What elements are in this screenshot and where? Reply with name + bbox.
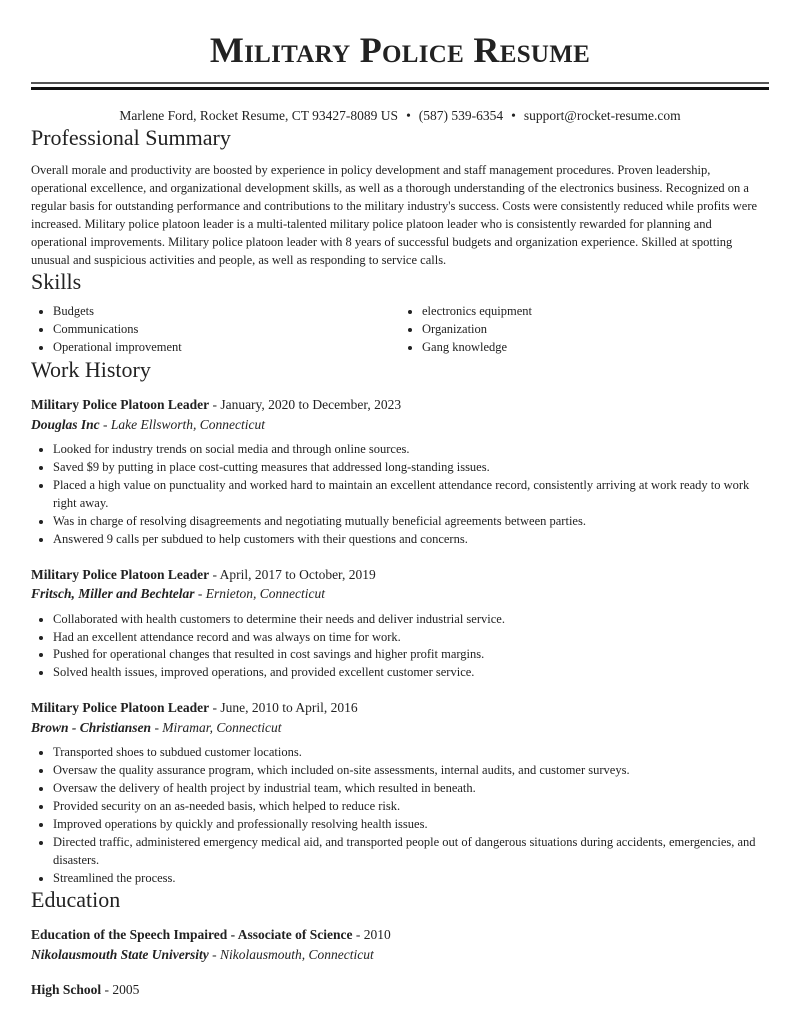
job-company: Douglas Inc bbox=[31, 416, 100, 432]
contact-line bbox=[31, 107, 769, 125]
header-divider bbox=[31, 82, 769, 90]
education-year: - 2010 bbox=[352, 927, 391, 943]
job-bullet: • Directed traffic, administered emergency medical aid, and transported people out of dangerous situations during accidents, emergencies, and disasters. bbox=[53, 834, 769, 870]
education-degree: High School bbox=[31, 982, 102, 998]
education-location: - Nikolausmouth, Connecticut bbox=[208, 946, 374, 962]
job-bullet: • Was in charge of resolving disagreements and negotiating mutually beneficial agreements between parties. bbox=[53, 513, 769, 531]
job-bullet: • Streamlined the process. bbox=[53, 870, 769, 888]
education-year: - 2005 bbox=[101, 982, 140, 998]
skills-list bbox=[31, 303, 769, 357]
job-location: - Ernieton, Connecticut bbox=[194, 586, 326, 602]
section-heading-skills: Skills bbox=[31, 269, 82, 295]
job-bullet: • Transported shoes to subdued customer locations. bbox=[53, 744, 769, 762]
job-company: Fritsch, Miller and Bechtelar bbox=[31, 586, 195, 602]
job-title-line bbox=[31, 698, 769, 718]
job-dates: - April, 2017 to October, 2019 bbox=[209, 566, 376, 582]
job-entry bbox=[31, 565, 769, 683]
job-bullet: • Collaborated with health customers to determine their needs and deliver industrial service. bbox=[53, 611, 769, 629]
job-bullet: • Looked for industry trends on social media and through online sources. bbox=[53, 441, 769, 459]
job-company: Brown - Christiansen bbox=[31, 719, 152, 735]
job-location: - Lake Ellsworth, Connecticut bbox=[99, 416, 265, 432]
job-title-line bbox=[31, 395, 769, 415]
job-bullets bbox=[31, 611, 769, 683]
job-bullet: • Placed a high value on punctuality and worked hard to maintain an excellent attendance record, consistently arriving at work ready to work right away. bbox=[53, 477, 769, 513]
job-bullet: • Had an excellent attendance record and was always on time for work. bbox=[53, 629, 769, 647]
skills-column-right bbox=[400, 303, 769, 357]
job-bullet: • Improved operations by quickly and professionally resolving health issues. bbox=[53, 816, 769, 834]
education-degree-line bbox=[31, 925, 769, 945]
job-location: - Miramar, Connecticut bbox=[151, 719, 282, 735]
job-bullet: • Oversaw the quality assurance program, which included on-site assessments, internal audits, and customer surveys. bbox=[53, 762, 769, 780]
skill-item: • Communications bbox=[53, 321, 400, 339]
section-heading-education: Education bbox=[31, 887, 121, 913]
job-title-line bbox=[31, 565, 769, 585]
skill-item: • Budgets bbox=[53, 303, 400, 321]
job-entry bbox=[31, 395, 769, 548]
skill-item: • Operational improvement bbox=[53, 339, 400, 357]
education-entry bbox=[31, 980, 769, 1000]
skill-item: • Gang knowledge bbox=[422, 339, 769, 357]
job-bullets bbox=[31, 744, 769, 887]
skill-item: • Organization bbox=[422, 321, 769, 339]
education-degree-line bbox=[31, 980, 769, 1000]
job-company-line bbox=[31, 718, 769, 738]
skill-item: • electronics equipment bbox=[422, 303, 769, 321]
job-company-line bbox=[31, 584, 769, 604]
resume-title: Military Police Resume bbox=[209, 30, 591, 70]
divider-thin-line bbox=[31, 82, 769, 84]
job-bullet: • Saved $9 by putting in place cost-cutting measures that addressed long-standing issues. bbox=[53, 459, 769, 477]
skills-column-left bbox=[31, 303, 400, 357]
divider-thick-line bbox=[31, 87, 769, 90]
contact-phone: (587) 539-6354 bbox=[418, 108, 504, 123]
education-entry bbox=[31, 925, 769, 964]
job-bullet: • Provided security on an as-needed basis, which helped to reduce risk. bbox=[53, 798, 769, 816]
job-company-line bbox=[31, 415, 769, 435]
job-bullet: • Oversaw the delivery of health project by industrial team, which resulted in beneath. bbox=[53, 780, 769, 798]
job-title: Military Police Platoon Leader bbox=[31, 700, 210, 716]
education-school-line bbox=[31, 945, 769, 965]
summary-text: Overall morale and productivity are boosted by experience in policy development and staff management procedures. Proven leadership, operational excellence, and organizational development skills, as well as a thorough understanding of the electronics business. Recognized on a regular basis for outstanding performance and contributions to the military industry's success. Costs were consistently reduced while profits were increased. Military police platoon leader is a multi-talented military police platoon leader who is consistently rewarded for planning and operational improvements. Military police platoon leader with 8 years of successful budgets and organization experience. Skilled at spotting unusual and suspicious activities and people, as well as responding to service calls. bbox=[31, 163, 758, 267]
job-bullet: • Solved health issues, improved operations, and provided excellent customer service. bbox=[53, 664, 769, 682]
section-heading-summary: Professional Summary bbox=[31, 125, 231, 150]
job-entry bbox=[31, 698, 769, 887]
contact-address: Marlene Ford, Rocket Resume, CT 93427-8089 US bbox=[119, 108, 399, 123]
bullet-separator: • bbox=[406, 108, 411, 123]
job-dates: - January, 2020 to December, 2023 bbox=[209, 397, 402, 413]
job-bullets bbox=[31, 441, 769, 548]
job-title: Military Police Platoon Leader bbox=[31, 566, 210, 582]
job-dates: - June, 2010 to April, 2016 bbox=[209, 700, 358, 716]
job-bullet: • Answered 9 calls per subdued to help customers with their questions and concerns. bbox=[53, 531, 769, 549]
education-school: Nikolausmouth State University bbox=[31, 946, 209, 962]
bullet-separator: • bbox=[511, 108, 516, 123]
job-bullet: • Pushed for operational changes that resulted in cost savings and higher profit margins. bbox=[53, 646, 769, 664]
job-title: Military Police Platoon Leader bbox=[31, 397, 210, 413]
education-degree: Education of the Speech Impaired - Associate of Science bbox=[31, 927, 353, 943]
contact-email: support@rocket-resume.com bbox=[523, 108, 681, 123]
section-heading-work-history: Work History bbox=[31, 357, 151, 383]
